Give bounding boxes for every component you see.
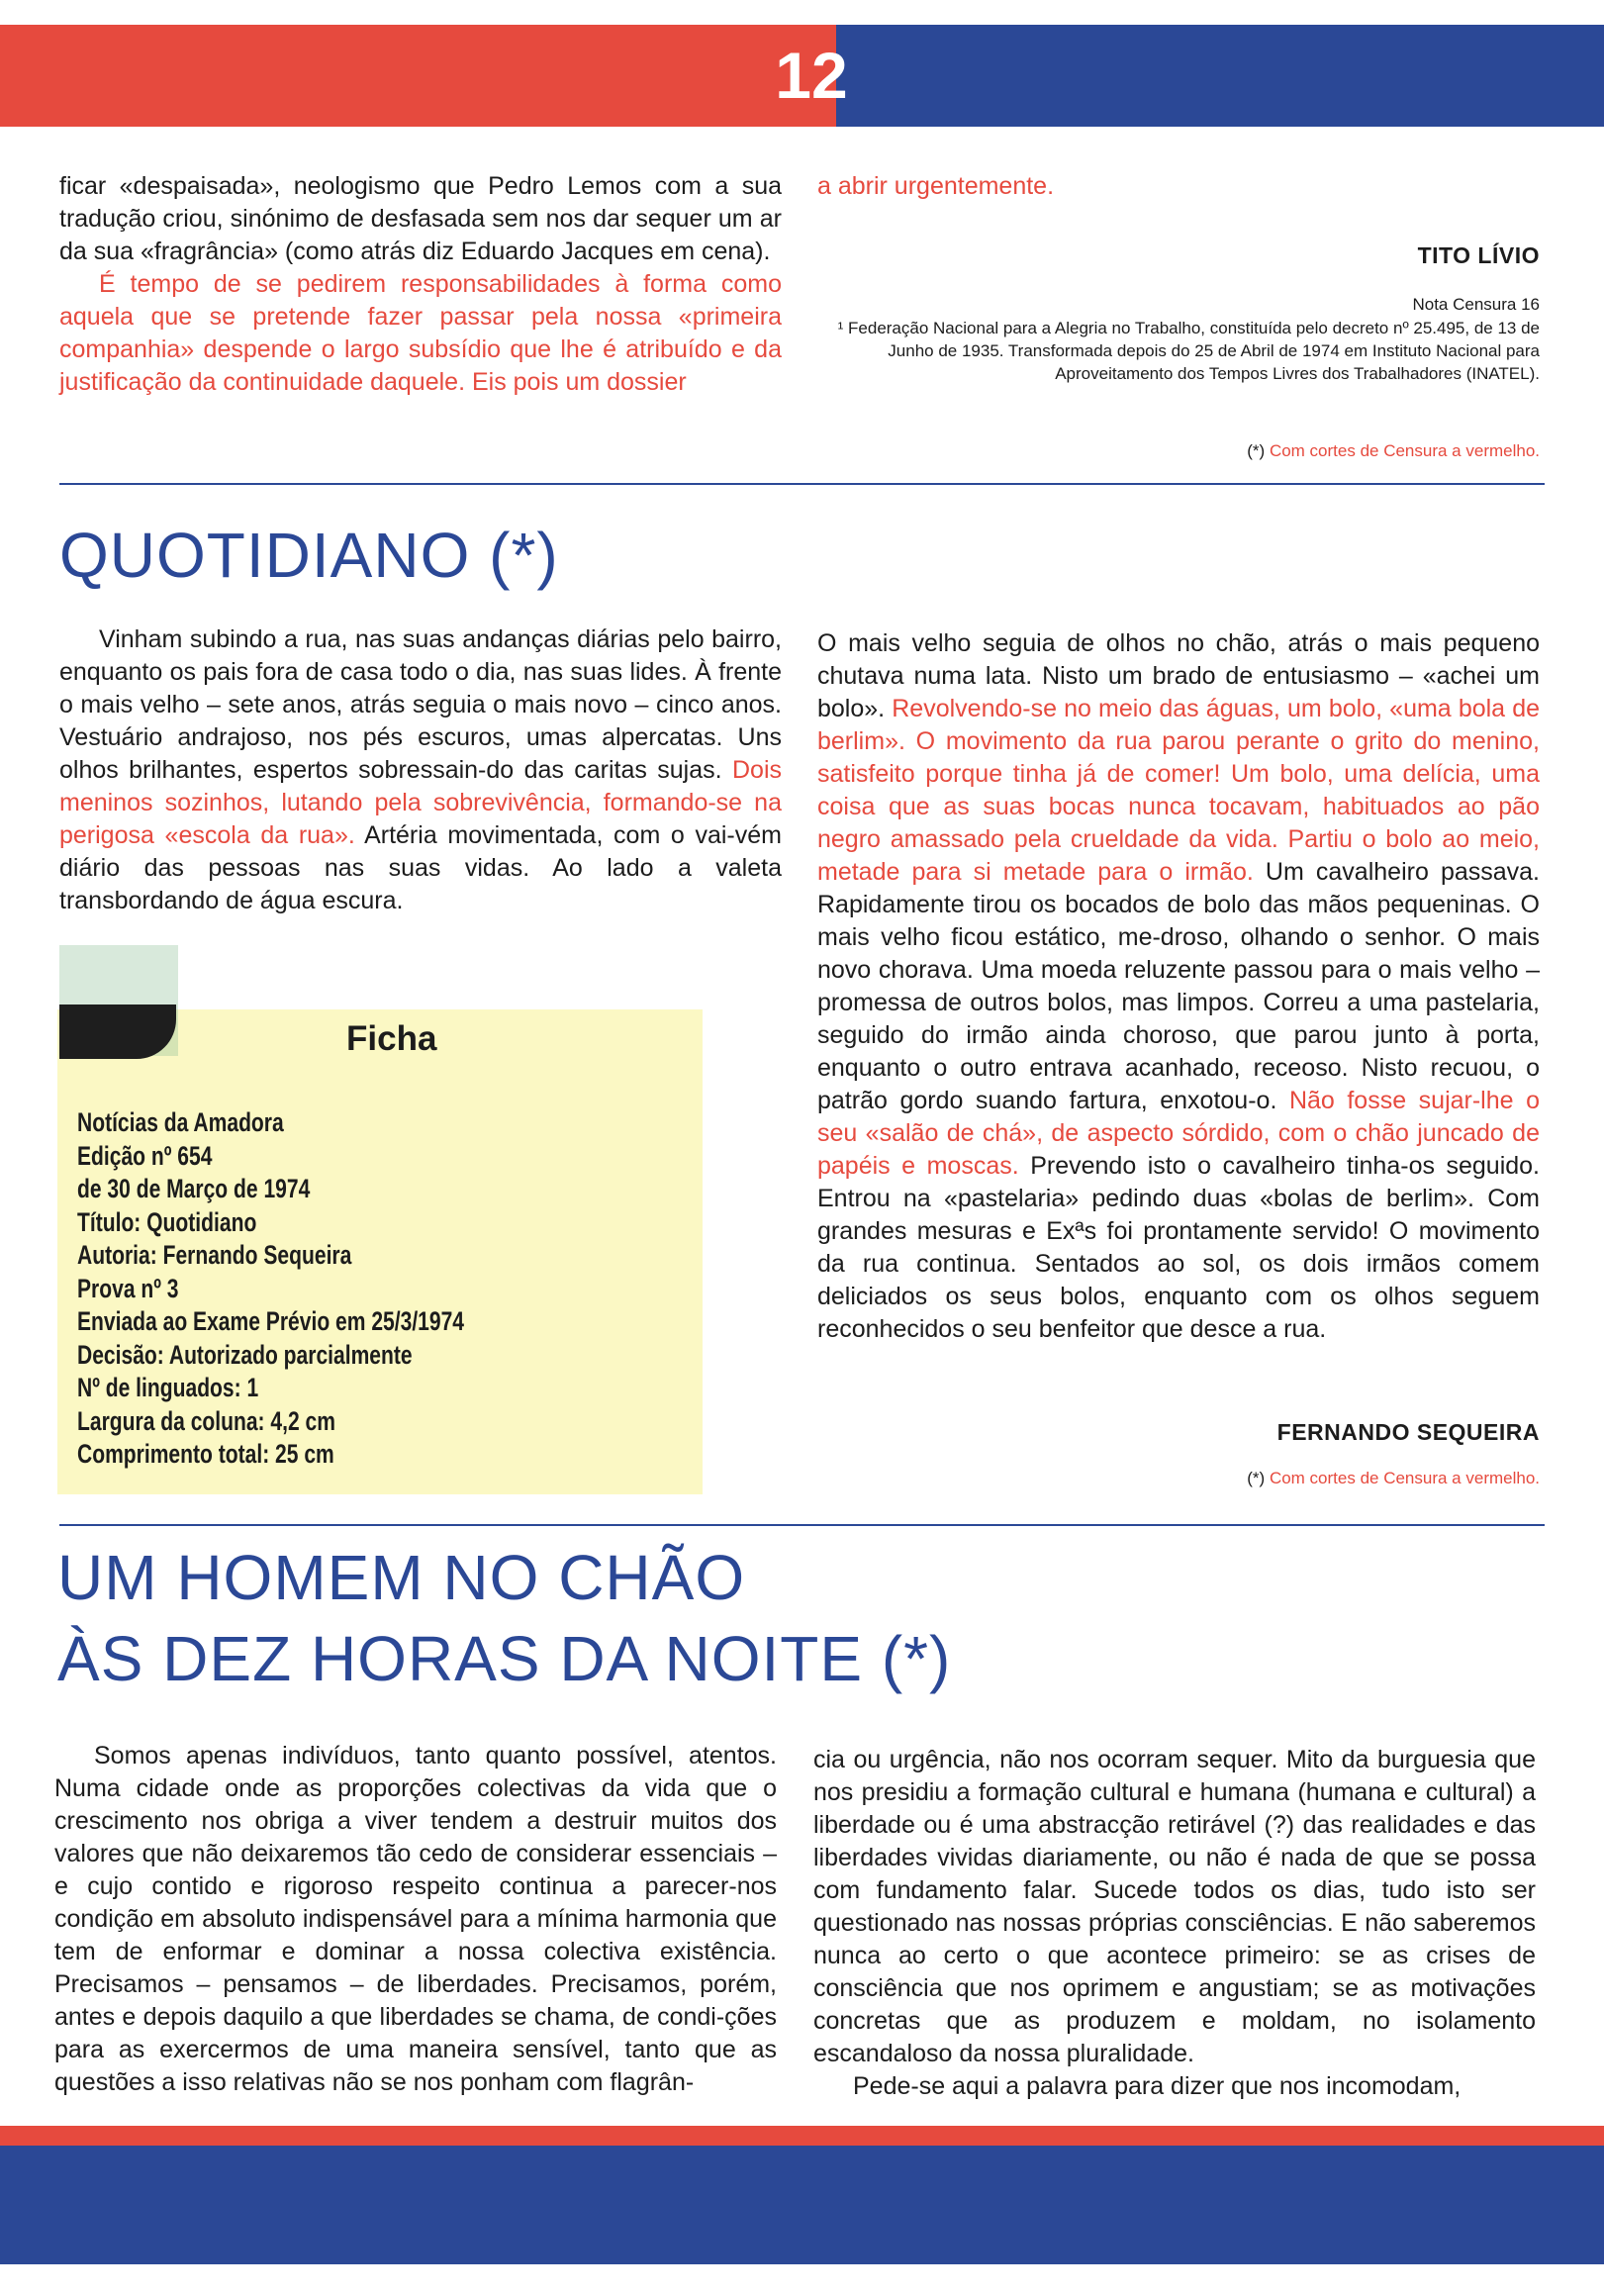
censorship-note-text: Com cortes de Censura a vermelho. [1269,441,1540,460]
footnote-body: ¹ Federação Nacional para a Alegria no Trabalho, constituída pelo decreto nº 25.495, de 13 de Junho de 1935. Transformada depois do 25 de Abril de 1974 em Instituto Nacional para Aproveitamento dos Tempos Livres dos Trabalhadores (INATEL). [837,319,1540,383]
article1-right-text-end: Prevendo isto o cavalheiro tinha-os seguido. Entrou na «pastelaria» pedindo duas «bolas de berlim». Com grandes mesuras e Exªs foi prontamente servido! O movimento da rua continua. Sentados ao sol, os dois irmãos comem deliciados os seus bolos, enquanto com os olhos seguem reconhecidos o seu benfeitor que desce a rua. [817,1152,1540,1343]
header-red-band [0,25,836,127]
article1-left-text-end: Artéria movimentada, com o vai-vém diário das pessoas nas suas vidas. Ao lado a valeta transbordando de água escura. [59,821,782,914]
ficha-line: Autoria: Fernando Sequeira [77,1240,352,1270]
signature-fernando-sequeira: FERNANDO SEQUEIRA [1276,1419,1540,1445]
article-title-quotidiano: QUOTIDIANO (*) [59,520,559,591]
censorship-note-top [817,441,1540,461]
ficha-line: Título: Quotidiano [77,1206,257,1237]
ficha-line: de 30 de Março de 1974 [77,1174,311,1203]
article1-right-paragraph [817,627,1540,1346]
article2-right-column [813,1744,1536,2103]
top-left-censored-paragraph: É tempo de se pedirem responsabilidades à forma como aquela que se pretende fazer passar pela nossa «primeira companhia» despende o largo subsídio que lhe é atribuído e da justificação da continuidade daquele. Eis pois um dossier [59,270,782,396]
ficha-line: Nº de linguados: 1 [77,1373,259,1402]
footnote-title: Nota Censura 16 [1412,295,1540,314]
censorship-note-text: Com cortes de Censura a vermelho. [1269,1469,1540,1487]
ficha-line: Enviada ao Exame Prévio em 25/3/1974 [77,1306,465,1336]
article2-left-column [54,1740,777,2099]
section-divider [59,483,1545,485]
article1-left-text: Vinham subindo a rua, nas suas andanças diárias pelo bairro, enquanto os pais fora de casa todo o dia, nas suas lides. À frente o mais velho – sete anos, atrás seguia o mais novo – cinco anos. Vestuário andrajoso, nos pés escuros, umas alpercatas. Uns olhos brilhantes, espertos sobressain-do das caritas sujas. [59,625,782,784]
page-number: 12 [775,39,848,112]
ficha-details [77,1106,464,1472]
ficha-line: Comprimento total: 25 cm [77,1439,334,1469]
signature-tito-livio: TITO LÍVIO [1417,242,1540,268]
ficha-line: Prova nº 3 [77,1273,179,1303]
redaction-mark [59,1004,176,1059]
ficha-line: Largura da coluna: 4,2 cm [77,1405,335,1436]
section-divider [59,1524,1545,1526]
ficha-line: Decisão: Autorizado parcialmente [77,1339,413,1370]
article1-right-censored-2: Não fosse sujar-lhe o seu «salão de chá», de aspecto sórdido, com o chão juncado de papéis e moscas. [817,1087,1540,1180]
article-title-um-homem-line2: ÀS DEZ HORAS DA NOITE (*) [57,1623,952,1694]
article1-right-column [817,627,1540,1346]
article1-left-censored: Dois meninos sozinhos, lutando pela sobrevivência, formando-se na perigosa «escola da rua». [59,756,782,849]
top-left-paragraph: ficar «despaisada», neologismo que Pedro Lemos com a sua tradução criou, sinónimo de desfasada sem nos dar sequer um ar da sua «fragrância» (como atrás diz Eduardo Jacques em cena). [59,172,782,265]
censorship-note-prefix: (*) [1247,441,1270,460]
ficha-line: Edição nº 654 [77,1140,213,1171]
header-blue-band [836,25,1604,127]
article1-left-paragraph [59,623,782,917]
article1-right-text-mid: Um cavalheiro passava. Rapidamente tirou os bocados de bolo das mãos pequeninas. O mais velho ficou estático, me-droso, olhando o senhor. O mais novo chorava. Uma moeda reluzente passou para o mais velho – promessa de outros bolos, mas limpos. Correu a uma pastelaria, seguido do irmão ainda choroso, que parou junto à porta, enquanto o outro entrava acanhado, receoso. Nisto recuou, o patrão gordo suando fartura, enxotou-o. [817,858,1541,1114]
article2-left-paragraph: Somos apenas indivíduos, tanto quanto possível, atentos. Numa cidade onde as proporções colectivas da vida que o crescimento nos obriga a viver tendem a destruir muitos dos valores que não deixaremos tão cedo de considerar essenciais – e cujo contido e rigoroso respeito continua a parecer-nos condição em absoluto indispensável para a mínima harmonia que tem de enformar e dominar a nossa colectiva existência. Precisamos – pensamos – de liberdades. Precisamos, porém, antes e depois daquilo a que liberdades se chama, de condi-ções para as exercermos de uma maneira sensível, tanto que as questões a isso relativas não se nos ponham com flagrân- [54,1742,777,2096]
footer-red-band [0,2126,1604,2146]
censorship-note-article1 [817,1469,1540,1488]
article-title-um-homem-line1: UM HOMEM NO CHÃO [57,1542,746,1613]
article1-right-censored-1: Revolvendo-se no meio das águas, um bolo, «uma bola de berlim». O movimento da rua parou perante o grito do menino, satisfeito porque tinha já de comer! Um bolo, uma delícia, uma coisa que as suas bocas nunca tocavam, habituados ao pão negro amassado pela crueldade da vida. Partiu o bolo ao meio, metade para si metade para o irmão. [817,695,1541,886]
ficha-heading: Ficha [346,1019,437,1058]
footer-blue-band [0,2146,1604,2264]
article2-right-paragraph: cia ou urgência, não nos ocorram sequer. Mito da burguesia que nos presidiu a formação cultural e humana (humana e cultural) a liberdade ou é uma abstracção retirável (?) das realidades e das liberdades vividas diariamente, ou não é nada de que se possa com fundamento falar. Sucede todos os dias, tudo isto ser questionado nas nossas próprias consciências. E não saberemos nunca ao certo o que acontece primeiro: se as crises de consciência que nos oprimem e angustiam; se as motivações concretas que as produzem e moldam, no isolamento escandaloso da nossa pluralidade. [813,1746,1536,2067]
article1-right-text: O mais velho seguia de olhos no chão, atrás o mais pequeno chutava numa lata. Nisto um brado de entusiasmo – «achei um bolo». [817,629,1540,722]
top-left-column [59,170,782,399]
censorship-note-prefix: (*) [1247,1469,1270,1487]
ficha-line: Notícias da Amadora [77,1107,284,1137]
top-right-censored-text: a abrir urgentemente. [817,172,1055,200]
article2-right-paragraph-2: Pede-se aqui a palavra para dizer que nos incomodam, [853,2072,1462,2100]
article1-left-column [59,623,782,917]
